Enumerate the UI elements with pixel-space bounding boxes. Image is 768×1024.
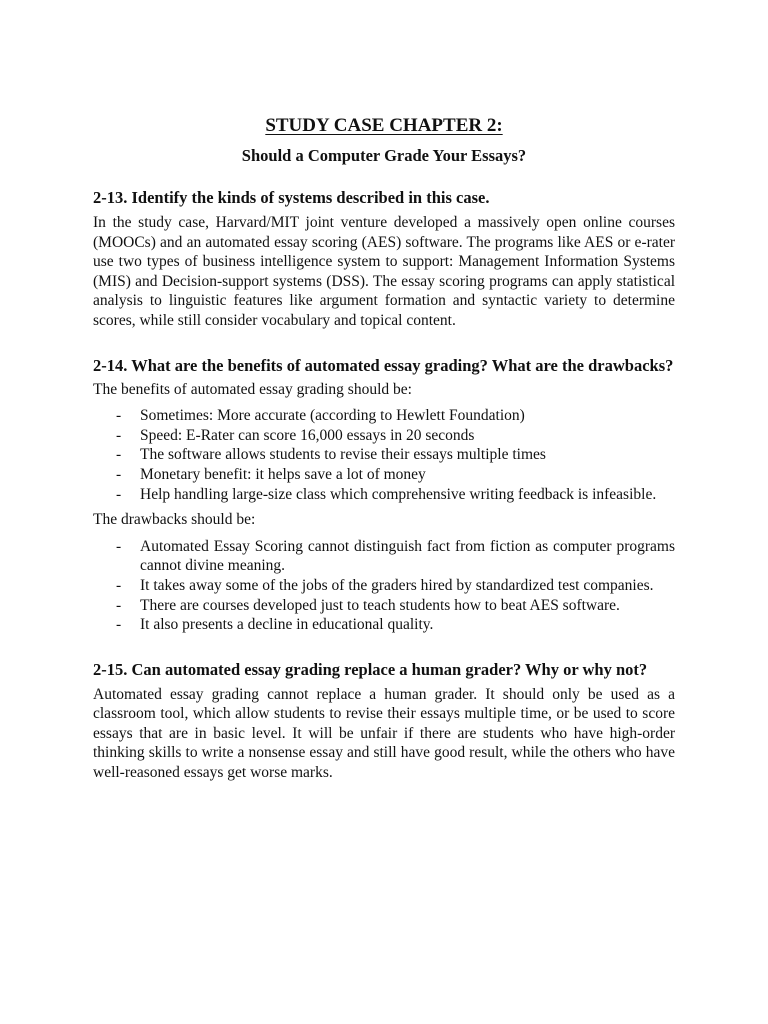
- benefits-intro: The benefits of automated essay grading should be:: [93, 380, 412, 398]
- bullet-dash: -: [116, 537, 122, 555]
- list-item-text: Automated Essay Scoring cannot distinguish fact from fiction as computer programs cannot divine meaning.: [140, 537, 675, 575]
- list-item: [93, 576, 675, 596]
- bullet-dash: -: [116, 426, 122, 444]
- list-item: [93, 485, 675, 505]
- document-title: STUDY CASE CHAPTER 2:: [265, 115, 503, 136]
- list-item-text: Sometimes: More accurate (according to Hewlett Foundation): [140, 407, 525, 425]
- bullet-dash: -: [116, 576, 122, 594]
- bullet-dash: -: [116, 485, 122, 503]
- section-heading: 2-15. Can automated essay grading replace a human grader? Why or why not?: [93, 659, 648, 679]
- bullet-dash: -: [116, 465, 122, 483]
- section-2-14: [93, 356, 675, 635]
- list-item: [93, 465, 675, 485]
- bullet-dash: -: [116, 446, 122, 464]
- bullet-dash: -: [116, 596, 122, 614]
- list-item-text: There are courses developed just to teach students how to beat AES software.: [140, 596, 620, 614]
- document-subtitle: Should a Computer Grade Your Essays?: [241, 146, 527, 165]
- bullet-dash: -: [116, 616, 122, 634]
- section-paragraph: Automated essay grading cannot replace a human grader. It should only be used as a classroom tool, which allow students to revise their essays multiple time, or be used to score essays that are in basic level. It will be unfair if there are students who have high-order thinking skills to write a nonsense essay and still have good result, while the others who have well-reasoned essays get worse marks.: [93, 685, 675, 782]
- list-item-text: It takes away some of the jobs of the graders hired by standardized test companies.: [140, 576, 654, 594]
- section-paragraph: In the study case, Harvard/MIT joint venture developed a massively open online courses (MOOCs) and an automated essay scoring (AES) software. The programs like AES or e-rater use two types of business intelligence system to support: Management Information Systems (MIS) and Decision-support systems (DSS). The essay scoring programs can apply statistical analysis to linguistic features like argument formation and syntactic variety to determine scores, while still consider vocabulary and topical content.: [93, 214, 675, 329]
- drawbacks-list: [93, 537, 675, 635]
- drawbacks-intro: The drawbacks should be:: [93, 511, 256, 529]
- list-item-text: Monetary benefit: it helps save a lot of money: [140, 465, 426, 483]
- section-heading: 2-14. What are the benefits of automated essay grading? What are the drawbacks?: [93, 355, 674, 375]
- bullet-dash: -: [116, 407, 122, 425]
- list-item-text: It also presents a decline in educational quality.: [140, 616, 434, 634]
- list-item: [93, 537, 675, 576]
- list-item: [93, 445, 675, 465]
- section-2-15: [93, 660, 675, 783]
- list-item: [93, 596, 675, 616]
- list-item-text: Speed: E-Rater can score 16,000 essays in 20 seconds: [140, 426, 475, 444]
- benefits-list: [93, 406, 675, 504]
- document-page: [93, 114, 675, 783]
- list-item-text: Help handling large-size class which comprehensive writing feedback is infeasible.: [140, 485, 657, 503]
- section-2-13: [93, 188, 675, 331]
- list-item: [93, 406, 675, 426]
- list-item: [93, 426, 675, 446]
- list-item: [93, 615, 675, 635]
- list-item-text: The software allows students to revise their essays multiple times: [140, 446, 546, 464]
- section-heading: 2-13. Identify the kinds of systems described in this case.: [93, 188, 490, 207]
